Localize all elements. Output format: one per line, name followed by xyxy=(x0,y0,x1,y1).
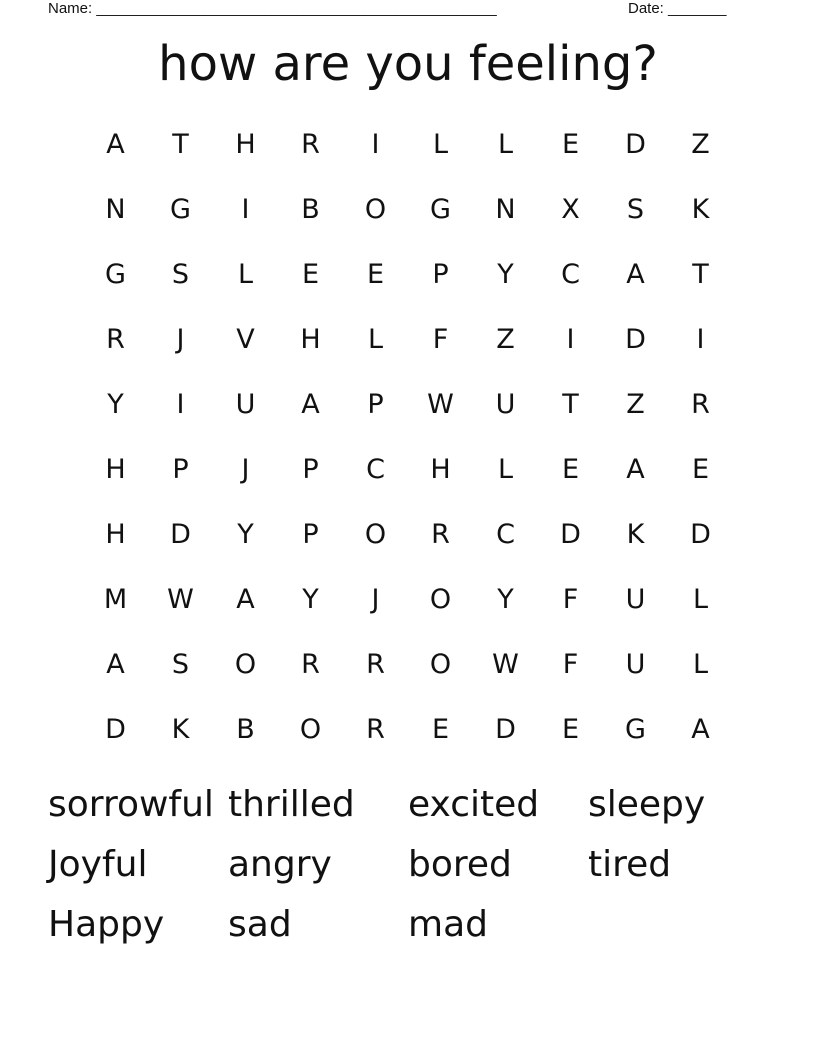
grid-letter: P xyxy=(302,519,319,550)
word-list-item: thrilled xyxy=(228,784,355,825)
grid-letter: Y xyxy=(497,584,514,615)
grid-letter: E xyxy=(431,714,450,745)
grid-letter: S xyxy=(171,649,190,680)
grid-letter: A xyxy=(691,714,710,745)
grid-letter: E xyxy=(561,129,580,160)
grid-letter: G xyxy=(170,194,191,225)
grid-letter: X xyxy=(561,194,580,225)
letter-grid xyxy=(83,112,733,762)
word-list-item: sleepy xyxy=(588,784,706,825)
grid-letter: G xyxy=(105,259,126,290)
grid-letter: I xyxy=(566,324,575,355)
grid-letter: B xyxy=(236,714,255,745)
grid-letter: W xyxy=(167,584,194,615)
grid-letter: O xyxy=(364,519,387,550)
word-list-item: sad xyxy=(228,904,292,945)
grid-letter: P xyxy=(367,389,384,420)
grid-letter: K xyxy=(691,194,710,225)
grid-letter: U xyxy=(495,389,516,420)
page-title: how are you feeling? xyxy=(158,36,658,92)
grid-letter: K xyxy=(171,714,190,745)
grid-letter: M xyxy=(103,584,128,615)
grid-letter: B xyxy=(301,194,320,225)
grid-letter: R xyxy=(366,649,385,680)
grid-letter: D xyxy=(690,519,711,550)
grid-letter: D xyxy=(560,519,581,550)
grid-letter: F xyxy=(562,584,579,615)
grid-letter: O xyxy=(429,584,452,615)
word-list-item: tired xyxy=(588,844,672,885)
grid-letter: Y xyxy=(302,584,319,615)
grid-letter: U xyxy=(625,649,646,680)
grid-letter: I xyxy=(241,194,250,225)
grid-letter: L xyxy=(237,259,254,290)
word-list-item: Happy xyxy=(48,904,165,945)
grid-letter: I xyxy=(371,129,380,160)
grid-letter: N xyxy=(495,194,516,225)
grid-letter: A xyxy=(106,129,125,160)
word-list xyxy=(48,775,768,955)
grid-letter: Y xyxy=(237,519,254,550)
grid-letter: J xyxy=(241,454,250,485)
word-list-item: Joyful xyxy=(48,844,148,885)
grid-letter: Y xyxy=(497,259,514,290)
grid-letter: L xyxy=(432,129,449,160)
grid-letter: V xyxy=(236,324,255,355)
grid-letter: H xyxy=(105,519,126,550)
grid-letter: L xyxy=(692,584,709,615)
grid-letter: U xyxy=(625,584,646,615)
grid-letter: F xyxy=(562,649,579,680)
grid-letter: A xyxy=(106,649,125,680)
grid-letter: O xyxy=(234,649,257,680)
grid-letter: O xyxy=(364,194,387,225)
word-list-item: angry xyxy=(228,844,332,885)
grid-letter: R xyxy=(106,324,125,355)
grid-letter: U xyxy=(235,389,256,420)
date-field-label: Date: _______ xyxy=(628,0,727,17)
grid-letter: D xyxy=(625,129,646,160)
grid-letter: O xyxy=(429,649,452,680)
grid-letter: D xyxy=(170,519,191,550)
grid-letter: D xyxy=(105,714,126,745)
grid-letter: I xyxy=(176,389,185,420)
grid-letter: C xyxy=(561,259,580,290)
grid-letter: Y xyxy=(107,389,124,420)
grid-letter: C xyxy=(366,454,385,485)
grid-letter: O xyxy=(299,714,322,745)
grid-letter: L xyxy=(497,454,514,485)
grid-letter: A xyxy=(626,259,645,290)
grid-letter: J xyxy=(176,324,185,355)
grid-letter: W xyxy=(427,389,454,420)
grid-letter: Z xyxy=(496,324,515,355)
grid-letter: L xyxy=(367,324,384,355)
grid-letter: E xyxy=(561,454,580,485)
grid-letter: T xyxy=(172,129,189,160)
grid-letter: S xyxy=(171,259,190,290)
grid-letter: K xyxy=(626,519,645,550)
grid-letter: A xyxy=(626,454,645,485)
grid-letter: H xyxy=(300,324,321,355)
grid-letter: P xyxy=(432,259,449,290)
grid-letter: P xyxy=(172,454,189,485)
grid-letter: R xyxy=(301,129,320,160)
grid-letter: J xyxy=(371,584,380,615)
grid-letter: A xyxy=(301,389,320,420)
grid-letter: R xyxy=(691,389,710,420)
word-list-item: mad xyxy=(408,904,488,945)
grid-letter: E xyxy=(301,259,320,290)
word-list-item: excited xyxy=(408,784,540,825)
grid-letter: R xyxy=(431,519,450,550)
header-line xyxy=(0,0,816,20)
word-list-item: bored xyxy=(408,844,512,885)
grid-letter: H xyxy=(105,454,126,485)
grid-letter: I xyxy=(696,324,705,355)
grid-letter: L xyxy=(497,129,514,160)
grid-letter: N xyxy=(105,194,126,225)
grid-letter: D xyxy=(495,714,516,745)
grid-letter: A xyxy=(236,584,255,615)
grid-letter: W xyxy=(492,649,519,680)
name-field-label: Name: ________________________________________________ xyxy=(48,0,497,17)
grid-letter: D xyxy=(625,324,646,355)
grid-letter: E xyxy=(691,454,710,485)
grid-letter: C xyxy=(496,519,515,550)
grid-letter: T xyxy=(562,389,579,420)
grid-letter: S xyxy=(626,194,645,225)
word-list-item: sorrowful xyxy=(48,784,214,825)
grid-letter: P xyxy=(302,454,319,485)
grid-letter: Z xyxy=(691,129,710,160)
grid-letter: Z xyxy=(626,389,645,420)
grid-letter: E xyxy=(561,714,580,745)
grid-letter: H xyxy=(235,129,256,160)
grid-letter: R xyxy=(366,714,385,745)
grid-letter: H xyxy=(430,454,451,485)
grid-letter: E xyxy=(366,259,385,290)
grid-letter: T xyxy=(692,259,709,290)
grid-letter: L xyxy=(692,649,709,680)
grid-letter: R xyxy=(301,649,320,680)
grid-letter: G xyxy=(430,194,451,225)
grid-letter: F xyxy=(432,324,449,355)
grid-letter: G xyxy=(625,714,646,745)
